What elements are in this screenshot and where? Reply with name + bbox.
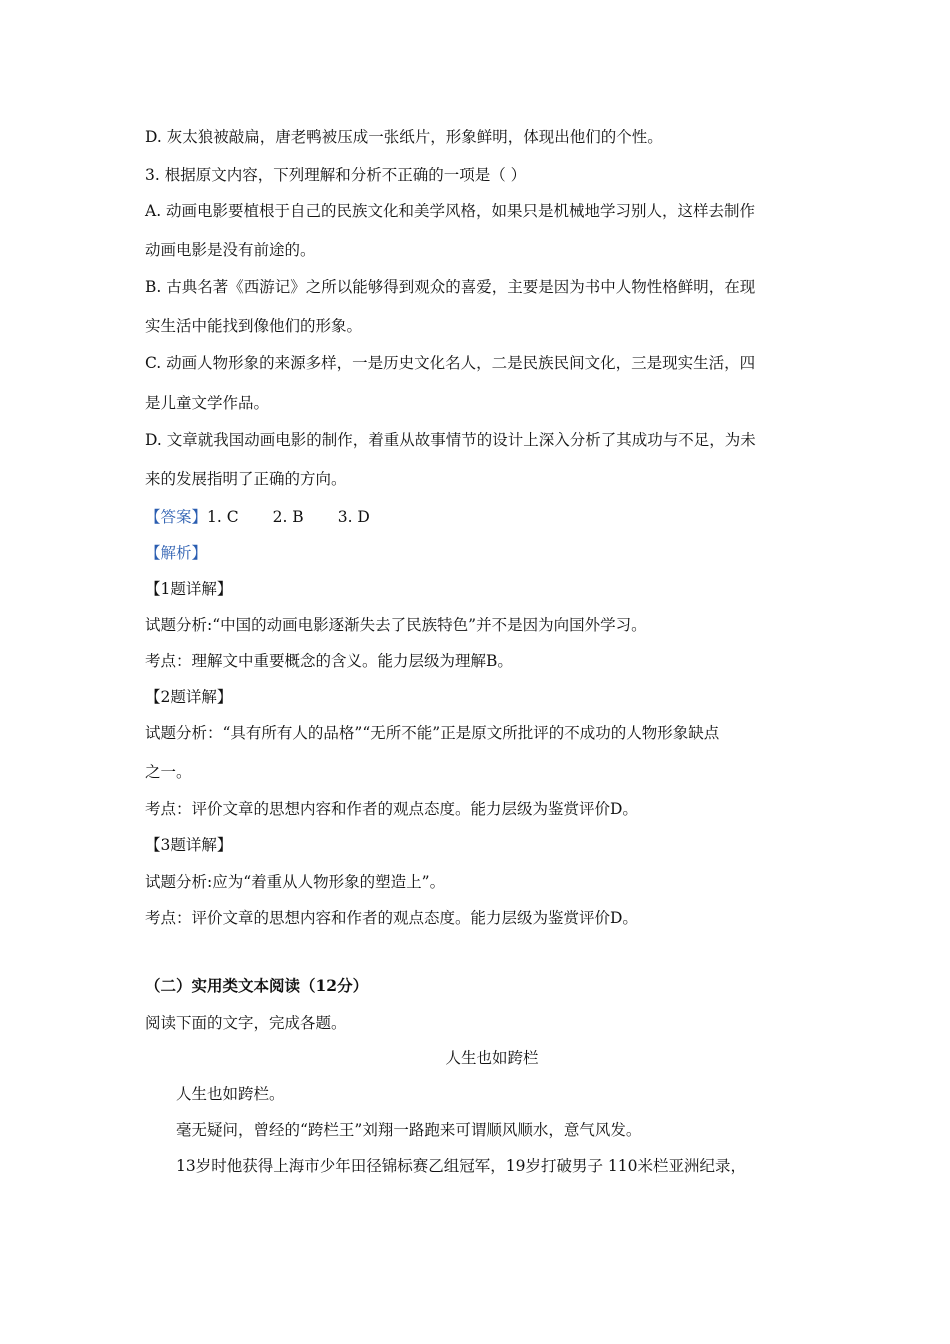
q3-option-c-line1: C. 动画人物形象的来源多样，一是历史文化名人，二是民族民间文化，三是现实生活，四	[145, 354, 756, 372]
q3-option-d-line1: D. 文章就我国动画电影的制作，着重从故事情节的设计上深入分析了其成功与不足，为未	[145, 431, 756, 449]
q3-option-c-line2: 是儿童文学作品。	[145, 394, 270, 412]
article-paragraph-1: 人生也如跨栏。	[176, 1085, 285, 1103]
detail2-heading: 【2题详解】	[145, 688, 233, 706]
q3-option-a-line2: 动画电影是没有前途的。	[145, 241, 316, 259]
q3-option-a-line1: A. 动画电影要植根于自己的民族文化和美学风格，如果只是机械地学习别人，这样去制作	[145, 202, 756, 220]
detail1-heading: 【1题详解】	[145, 580, 233, 598]
section2-instruction: 阅读下面的文字，完成各题。	[145, 1014, 347, 1032]
q3-option-b-line2: 实生活中能找到像他们的形象。	[145, 317, 363, 335]
q3-stem: 3. 根据原文内容，下列理解和分析不正确的一项是（ ）	[145, 166, 527, 184]
detail1-point: 考点：理解文中重要概念的含义。能力层级为理解B。	[145, 652, 513, 670]
answer-2: 2. B	[272, 508, 304, 526]
article-paragraph-3: 13岁时他获得上海市少年田径锦标赛乙组冠军，19岁打破男子 110米栏亚洲纪录，	[176, 1157, 746, 1175]
section2-title: （二）实用类文本阅读（12分）	[145, 976, 369, 995]
article-paragraph-2: 毫无疑问，曾经的“跨栏王”刘翔一路跑来可谓顺风顺水，意气风发。	[176, 1121, 642, 1139]
q3-option-b-line1: B. 古典名著《西游记》之所以能够得到观众的喜爱，主要是因为书中人物性格鲜明，在现	[145, 278, 756, 296]
detail2-analysis-line1: 试题分析：“具有所有人的品格”“无所不能”正是原文所批评的不成功的人物形象缺点	[145, 724, 720, 742]
q3-option-d-line2: 来的发展指明了正确的方向。	[145, 470, 347, 488]
detail1-analysis: 试题分析:“中国的动画电影逐渐失去了民族特色”并不是因为向国外学习。	[145, 616, 647, 634]
answer-1: 1. C	[207, 508, 239, 526]
detail2-point: 考点：评价文章的思想内容和作者的观点态度。能力层级为鉴赏评价D。	[145, 800, 638, 818]
article-title: 人生也如跨栏	[445, 1049, 539, 1067]
answer-row	[145, 506, 370, 528]
analysis-label: 【解析】	[145, 544, 208, 562]
detail3-analysis: 试题分析:应为“着重从人物形象的塑造上”。	[145, 873, 446, 891]
q2-option-d: D. 灰太狼被敲扁，唐老鸭被压成一张纸片，形象鲜明，体现出他们的个性。	[145, 128, 663, 146]
answer-3: 3. D	[337, 508, 370, 526]
detail2-analysis-line2: 之一。	[145, 763, 192, 781]
answer-label: 【答案】	[145, 508, 208, 526]
detail3-point: 考点：评价文章的思想内容和作者的观点态度。能力层级为鉴赏评价D。	[145, 909, 638, 927]
detail3-heading: 【3题详解】	[145, 836, 233, 854]
